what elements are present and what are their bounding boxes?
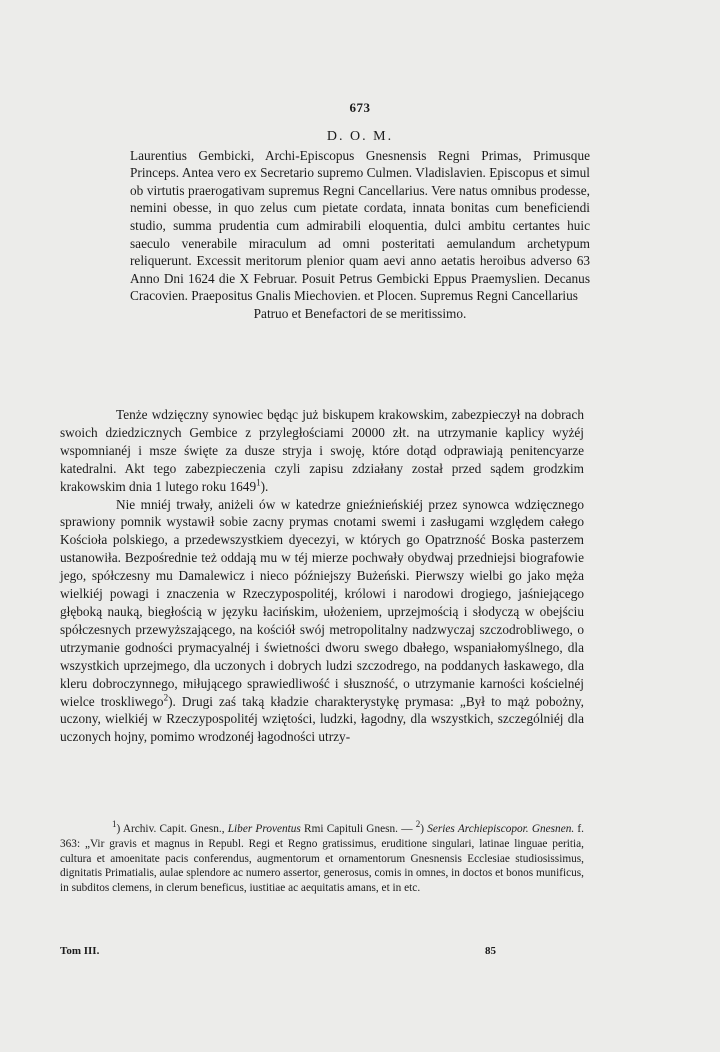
footnotes [60, 819, 584, 896]
footnote-1-a: ) Archiv. Capit. Gnesn., [116, 823, 228, 835]
footnote-ref-2: 2 [163, 692, 169, 703]
footnote-1-marker: 1 [112, 819, 117, 830]
epitaph-text: Laurentius Gembicki, Archi-Episcopus Gnesnensis Regni Primas, Primusque Princeps. Antea vero ex Secretario supremo Culmen. Vladislavien. Episcopus et simul ob virtutis praerogativam supremus Regni Cancellarius. Vere natus omnibus prodesse, nemini obesse, in quo zelus cum pietate cordata, innata bonitas cum beneficiendi studio, summa prudentia cum admirabili eloquentia, dulci ambitu certantes huic saeculo venerabile miraculum ad omni posteritati aemulandum archetypum reliquerunt. Excessit meritorum plenior quam aevi anno aetatis heroibus adverso 63 Anno Dni 1624 die X Februar. Posuit Petrus Gembicki Eppus Praemyslien. Decanus Cracovien. Praepositus Gnalis Miechovien. et Plocen. Supremus Regni Cancellarius [130, 147, 590, 304]
paragraph-1 [60, 406, 584, 496]
paragraph-1-text: Tenże wdzięczny synowiec będąc już biskupem krakowskim, zabezpieczył na dobrach swoich dziedzicznych Gembice z przyległościami 20000 złt. na utrzymanie kaplicy wyżéj wspomnianéj i msze święte za dusze stryja i swoję, które dotąd odprawiają penitencyarze katedralni. Akt tego zabezpieczenia czyli zapisu zdziałany został przed sądem grodzkim krakowskim dnia 1 lutego roku 1649 [60, 407, 584, 494]
paragraph-2-end: ). Drugi zaś taką kładzie charakterystykę prymasa: „Był to mąż pobożny, uczony, wielkiéj w Rzeczypospolitéj wziętości, ludzki, łagodny, dla wszystkich, szczególniéj dla uczonych hojny, pomimo wrodzonéj łagodności utrzy- [60, 693, 584, 745]
page-number: 673 [349, 100, 371, 115]
footnote-ref-1: 1 [256, 477, 261, 488]
paragraph-2-text: Nie mniéj trwały, aniżeli ów w katedrze gnieźnieńskiéj przez synowca wdzięcznego sprawiony pomnik wystawił sobie zacny prymas cnotami swemi i zasługami względem całego Kościoła polskiego, a przedewszystkiem dyecezyi, w których go Opatrzność Boska pasterzem ustanowiła. Bezpośrednie też oddają mu w téj mierze pochwały obydwaj przedniejsi biografowie jego, spółczesny mu Damalewicz i nieco późniejszy Bużeński. Pierwszy wielbi go jako męża wielkiéj powagi i znaczenia w Rzeczypospolitéj, królowi i narodowi drogiego, jaśniejącego głęboką nauką, biegłością w języku łacińskim, ułożeniem, uprzejmością i słodyczą w obejściu spółczesnych przewyższającego, na kościół swój metropolitalny nadzwyczaj szczodrobliwego, o utrzymanie godności prymacyalnéj i świetności dworu swego dbałego, wspaniałomyślnego, dla wszystkich uprzejmego, dla uczonych i dobrych ludzi szczodrego, na poddanych łaskawego, dla kleru dobroczynnego, miłującego sprawiedliwość i słuszność, o utrzymanie karności kościelnéj wielce troskliwego [60, 496, 584, 709]
footnote-1-c: Rmi Capituli Gnesn. — [300, 823, 416, 835]
epitaph-signoff: Patruo et Benefactori de se meritissimo. [253, 305, 467, 321]
epitaph-inscription [130, 128, 590, 323]
sheet-number: 85 [485, 945, 496, 957]
epitaph-heading: D. O. M. [326, 129, 394, 144]
footnote-2-title: Series Archiepiscopor. Gnesnen. [427, 823, 575, 835]
paragraph-2 [60, 496, 584, 747]
footnote-block [60, 819, 584, 896]
paragraph-1-end: ). [260, 478, 269, 494]
body-text [60, 406, 584, 746]
footnote-1-title: Liber Proventus [227, 823, 301, 835]
footnote-2-a: ) [420, 823, 428, 835]
volume-signature: Tom III. [60, 945, 100, 957]
footnote-2-c: f. 363: „Vir gravis et magnus in Republ. Regi et Regno gratissimus, eruditione singulari, latinae linguae peritia, cultura et amoenitate pacis conferendus, augmentorum et ornamentorum Gnesnensis Ecclesiae studiosissimus, dignitatis Primatialis, aulae splendore ac numero assertor, generosus, comis in omnes, in doctos et bonos munificus, in subditos clemens, in clerum beneficus, iustitiae ac aequitatis amans, et in etc. [60, 823, 584, 895]
footnote-2-marker: 2 [415, 819, 421, 830]
